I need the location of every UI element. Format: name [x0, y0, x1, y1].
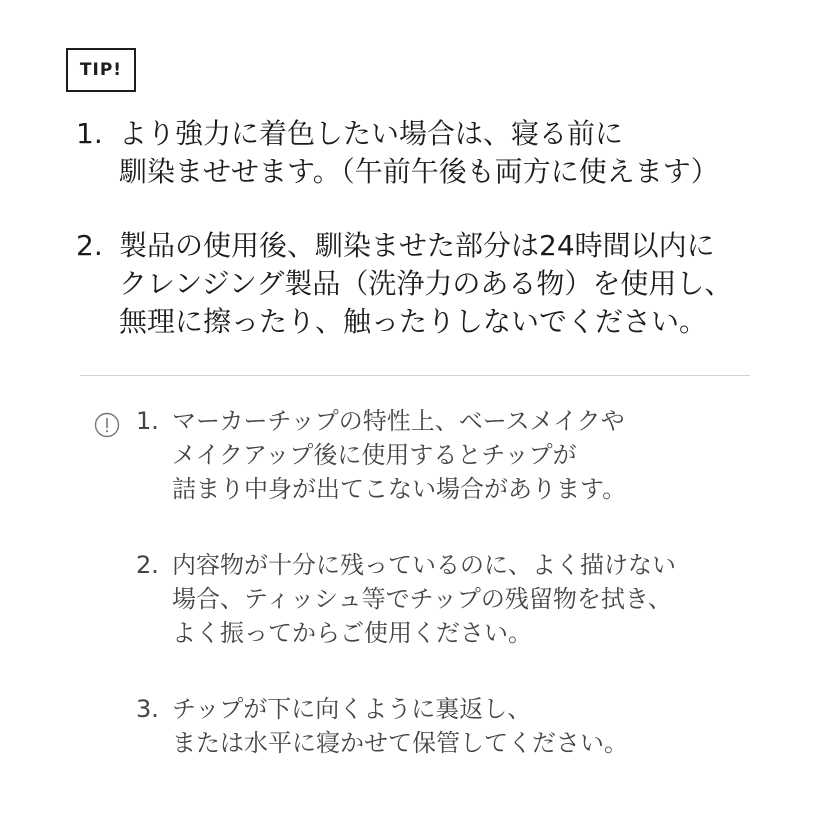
note-line: または水平に寝かせて保管してください。: [172, 729, 628, 757]
main-tip-item-2: [76, 227, 776, 341]
main-tip-line: 馴染ませせます。（午前午後も両方に使えます）: [119, 155, 719, 188]
note-number: 1.: [136, 407, 159, 435]
note-line: 内容物が十分に残っているのに、よく描けない: [172, 551, 676, 579]
note-item-3: [136, 692, 794, 760]
note-number: 3.: [136, 695, 159, 723]
main-tip-item-1: [76, 115, 776, 191]
note-line: チップが下に向くように裏返し、: [172, 695, 532, 723]
main-tip-number: 1.: [76, 117, 103, 150]
note-line: マーカーチップの特性上、ベースメイクや: [172, 407, 625, 435]
main-tip-line: より強力に着色したい場合は、寝る前に: [119, 117, 624, 150]
main-tip-line: 製品の使用後、馴染ませた部分は24時間以内に: [119, 229, 715, 262]
note-item-2: [136, 548, 794, 650]
note-number: 2.: [136, 551, 159, 579]
note-line: 場合、ティッシュ等でチップの残留物を拭き、: [172, 585, 672, 613]
main-tips-list: [76, 115, 776, 377]
main-tip-line: クレンジング製品（洗浄力のある物）を使用し、: [119, 267, 733, 300]
note-item-1: [136, 404, 794, 506]
tip-badge: TIP!: [66, 48, 136, 92]
main-tip-line: 無理に擦ったり、触ったりしないでください。: [119, 305, 708, 338]
main-tip-number: 2.: [76, 229, 103, 262]
note-line: よく振ってからご使用ください。: [172, 619, 532, 647]
note-line: 詰まり中身が出てこない場合があります。: [172, 475, 627, 503]
exclamation-circle-icon: [94, 412, 120, 438]
caution-notes: [94, 404, 794, 802]
section-divider: [80, 375, 750, 376]
note-line: メイクアップ後に使用するとチップが: [172, 441, 577, 469]
